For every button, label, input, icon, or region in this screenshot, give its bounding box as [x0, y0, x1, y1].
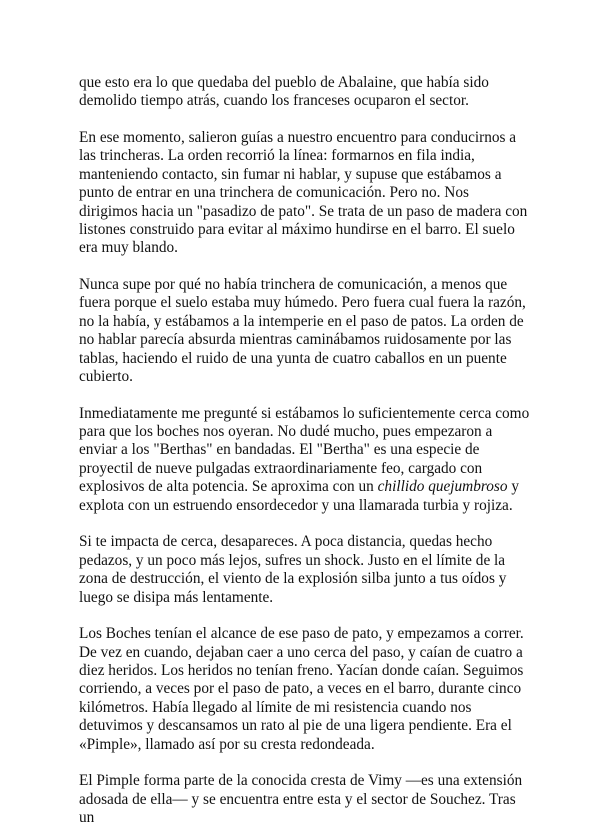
- paragraph-4-text-before: Inmediatamente me pregunté si estábamos lo suficientemente cerca como para que los boches nos oyeran. No dudé mucho, pues empezaron a enviar a los "Berthas" en bandadas. El "Bertha" es una especie de proyectil de nueve pulgadas extraordinariamente feo, cargado con explosivos de alta potencia. Se aproxima con un: [79, 404, 530, 496]
- paragraph-3: Nunca supe por qué no había trinchera de comunicación, a menos que fuera porque el suelo estaba muy húmedo. Pero fuera cual fuera la razón, no la había, y estábamos a la intemperie en el paso de patos. La orden de no hablar parecía absurda mientras caminábamos ruidosamente por las tablas, haciendo el ruido de una yunta de cuatro caballos en un puente cubierto.: [79, 276, 526, 386]
- paragraph-4-italic-phrase: chillido quejumbroso: [377, 478, 508, 496]
- paragraph-2: En ese momento, salieron guías a nuestro encuentro para conducirnos a las trincheras. La orden recorrió la línea: formarnos en fila india, manteniendo contacto, sin fumar ni hablar, y supuse que estábamos a punto de entrar en una trinchera de comunicación. Pero no. Nos dirigimos hacia un "pasadizo de pato". Se trata de un paso de madera con listones construido para evitar al máximo hundirse en el barro. El suelo era muy blando.: [79, 129, 528, 257]
- paragraph-4: [79, 405, 531, 515]
- body-text: [79, 74, 531, 827]
- paragraph-6: Los Boches tenían el alcance de ese paso de pato, y empezamos a correr. De vez en cuando, dejaban caer a uno cerca del paso, y caían de cuatro a diez heridos. Los heridos no tenían freno. Yacían donde caían. Seguimos corriendo, a veces por el paso de pato, a veces en el barro, durante cinco kilómetros. Había llegado al límite de mi resistencia cuando nos detuvimos y descansamos un rato al pie de una ligera pendiente. Era el «Pimple», llamado así por su cresta redondeada.: [79, 625, 524, 753]
- paragraph-5: Si te impacta de cerca, desapareces. A poca distancia, quedas hecho pedazos, y un poco más lejos, sufres un shock. Justo en el límite de la zona de destrucción, el viento de la explosión silba junto a tus oídos y luego se disipa más lentamente.: [79, 533, 507, 606]
- paragraph-1: que esto era lo que quedaba del pueblo de Abalaine, que había sido demolido tiempo atrás, cuando los franceses ocuparon el sector.: [79, 74, 489, 110]
- paragraph-7: El Pimple forma parte de la conocida cresta de Vimy —es una extensión adosada de ella— y se encuentra entre esta y el sector de Souchez. Tras un: [79, 772, 523, 826]
- paragraph-4-text-after: y explota con un estruendo ensordecedor y una llamarada turbia y rojiza.: [79, 478, 519, 514]
